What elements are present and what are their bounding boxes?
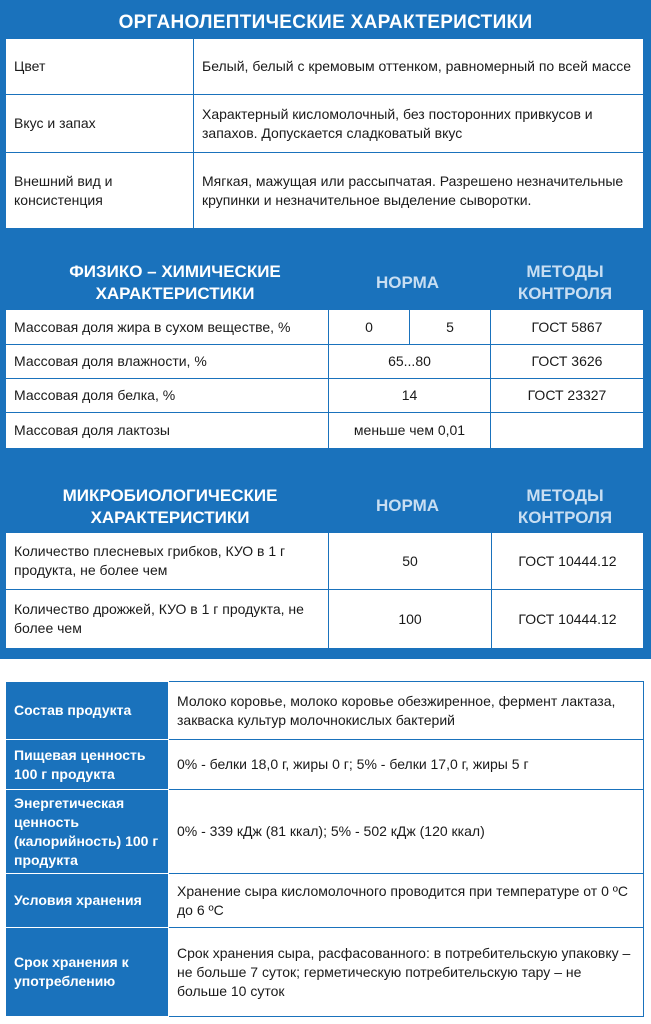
micro-table	[5, 532, 644, 649]
info-label: Состав продукта	[6, 682, 169, 740]
table-row	[6, 39, 644, 95]
info-label: Пищевая ценность 100 г продукта	[6, 740, 169, 790]
info-row	[6, 874, 644, 928]
method-value: ГОСТ 5867	[491, 310, 644, 345]
info-table	[5, 681, 644, 1017]
method-value: ГОСТ 10444.12	[492, 533, 644, 590]
row-name: Вкус и запах	[6, 95, 194, 153]
micro-norm-header: НОРМА	[375, 496, 440, 515]
norm-value: 65...80	[329, 345, 491, 379]
physchem-header: ФИЗИКО – ХИМИЧЕСКИЕ ХАРАКТЕРИСТИКИ	[69, 262, 281, 303]
info-label: Условия хранения	[6, 874, 169, 928]
physchem-norm-header: НОРМА	[375, 273, 440, 292]
norm-value: 14	[329, 379, 491, 413]
row-name: Цвет	[6, 39, 194, 95]
table-row	[6, 153, 644, 229]
row-name: Массовая доля белка, %	[6, 379, 329, 413]
method-value: ГОСТ 10444.12	[492, 590, 644, 649]
row-value: Мягкая, мажущая или рассыпчатая. Разрешено незначительные крупинки и незначительное выделение сыворотки.	[194, 153, 644, 229]
info-label: Срок хранения к употреблению	[6, 928, 169, 1017]
norm-value-b: 5	[410, 310, 491, 345]
micro-methods-header: МЕТОДЫ КОНТРОЛЯ	[517, 486, 613, 527]
micro-header: МИКРОБИОЛОГИЧЕСКИЕ ХАРАКТЕРИСТИКИ	[62, 486, 278, 527]
info-row	[6, 928, 644, 1017]
physchem-methods-header: МЕТОДЫ КОНТРОЛЯ	[517, 262, 613, 303]
row-value: Белый, белый с кремовым оттенком, равномерный по всей массе	[194, 39, 644, 95]
row-name: Количество плесневых грибков, КУО в 1 г продукта, не более чем	[6, 533, 329, 590]
row-name: Количество дрожжей, КУО в 1 г продукта, не более чем	[6, 590, 329, 649]
norm-value: 100	[329, 590, 492, 649]
info-label: Энергетическая ценность (калорийность) 100 г продукта	[6, 790, 169, 874]
info-value: Срок хранения сыра, расфасованного: в потребительскую упаковку – не больше 7 суток; герметическую потребительскую тару – не больше 10 суток	[169, 928, 644, 1017]
row-name: Внешний вид и консистенция	[6, 153, 194, 229]
table-row	[6, 345, 644, 379]
info-value: 0% - белки 18,0 г, жиры 0 г; 5% - белки 17,0 г, жиры 5 г	[169, 740, 644, 790]
method-value: ГОСТ 23327	[491, 379, 644, 413]
table-row	[6, 95, 644, 153]
info-row	[6, 682, 644, 740]
row-name: Массовая доля лактозы	[6, 413, 329, 449]
method-value: ГОСТ 3626	[491, 345, 644, 379]
row-name: Массовая доля влажности, %	[6, 345, 329, 379]
norm-value-a: 0	[329, 310, 410, 345]
info-value: Хранение сыра кисломолочного проводится при температуре от 0 ºС до 6 ºС	[169, 874, 644, 928]
norm-value: меньше чем 0,01	[329, 413, 491, 449]
method-value	[491, 413, 644, 449]
table-row	[6, 413, 644, 449]
table-row	[6, 379, 644, 413]
table-row	[6, 310, 644, 345]
physchem-table	[5, 309, 644, 449]
norm-value: 50	[329, 533, 492, 590]
organoleptic-table	[5, 38, 644, 229]
info-row	[6, 740, 644, 790]
table-row	[6, 533, 644, 590]
table-row	[6, 590, 644, 649]
info-value: 0% - 339 кДж (81 ккал); 5% - 502 кДж (120 ккал)	[169, 790, 644, 874]
info-value: Молоко коровье, молоко коровье обезжиренное, фермент лактаза, закваска культур молочнокислых бактерий	[169, 682, 644, 740]
row-value: Характерный кисломолочный, без посторонних привкусов и запахов. Допускается сладковатый вкус	[194, 95, 644, 153]
organoleptic-title: ОРГАНОЛЕПТИЧЕСКИЕ ХАРАКТЕРИСТИКИ	[118, 12, 533, 33]
info-row	[6, 790, 644, 874]
row-name: Массовая доля жира в сухом веществе, %	[6, 310, 329, 345]
